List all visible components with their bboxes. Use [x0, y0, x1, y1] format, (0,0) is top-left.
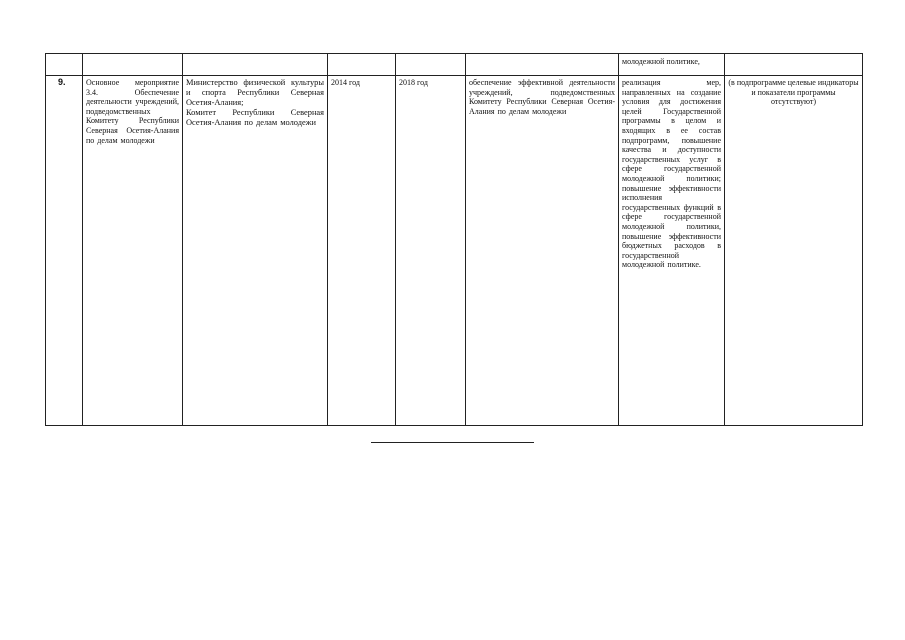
cont-cell-indicators	[725, 54, 863, 76]
cont-cell-measure	[83, 54, 183, 76]
non-implementation-consequences: реализация мер, направленных на создание условия для достижения целей Государственной программы в целом и входящих в ее состав подпрограмм, повышение качества и доступности государственных услуг в сфере государственной молодежной политики; повышение эффективности исполнения государственных функций в сфере государственной молодежной политики, повышение эффективности бюджетных расходов в государственной молодежной политике.	[619, 76, 725, 426]
start-year: 2014 год	[328, 76, 396, 426]
cont-consequences-text: молодежной политике,	[622, 57, 700, 66]
target-indicators: (в подпрограмме целевые индикаторы и показатели программы отсутствуют)	[725, 76, 863, 426]
cont-cell-end	[396, 54, 466, 76]
end-year: 2018 год	[396, 76, 466, 426]
responsible-executor: Министерство физической культуры и спорта Республики Северная Осетия-Алания; Комитет Республики Северная Осетия-Алания по делам молодежи	[183, 76, 328, 426]
measure-name: Основное мероприятие 3.4. Обеспечение деятельности учреждений, подведомственных Комитету Республики Северная Осетия-Алания по делам молодежи	[83, 76, 183, 426]
cont-cell-start	[328, 54, 396, 76]
cont-cell-consequences	[619, 54, 725, 76]
table-row-9	[46, 76, 863, 426]
continuation-row	[46, 54, 863, 76]
cont-cell-number	[46, 54, 83, 76]
end-separator-line	[371, 442, 534, 443]
cont-cell-result	[466, 54, 619, 76]
expected-result: обеспечение эффективной деятельности учреждений, подведомственных Комитету Республики Северная Осетия-Алания по делам молодежи	[466, 76, 619, 426]
cont-cell-responsible	[183, 54, 328, 76]
row-number: 9.	[46, 76, 83, 426]
measures-table	[45, 53, 863, 426]
